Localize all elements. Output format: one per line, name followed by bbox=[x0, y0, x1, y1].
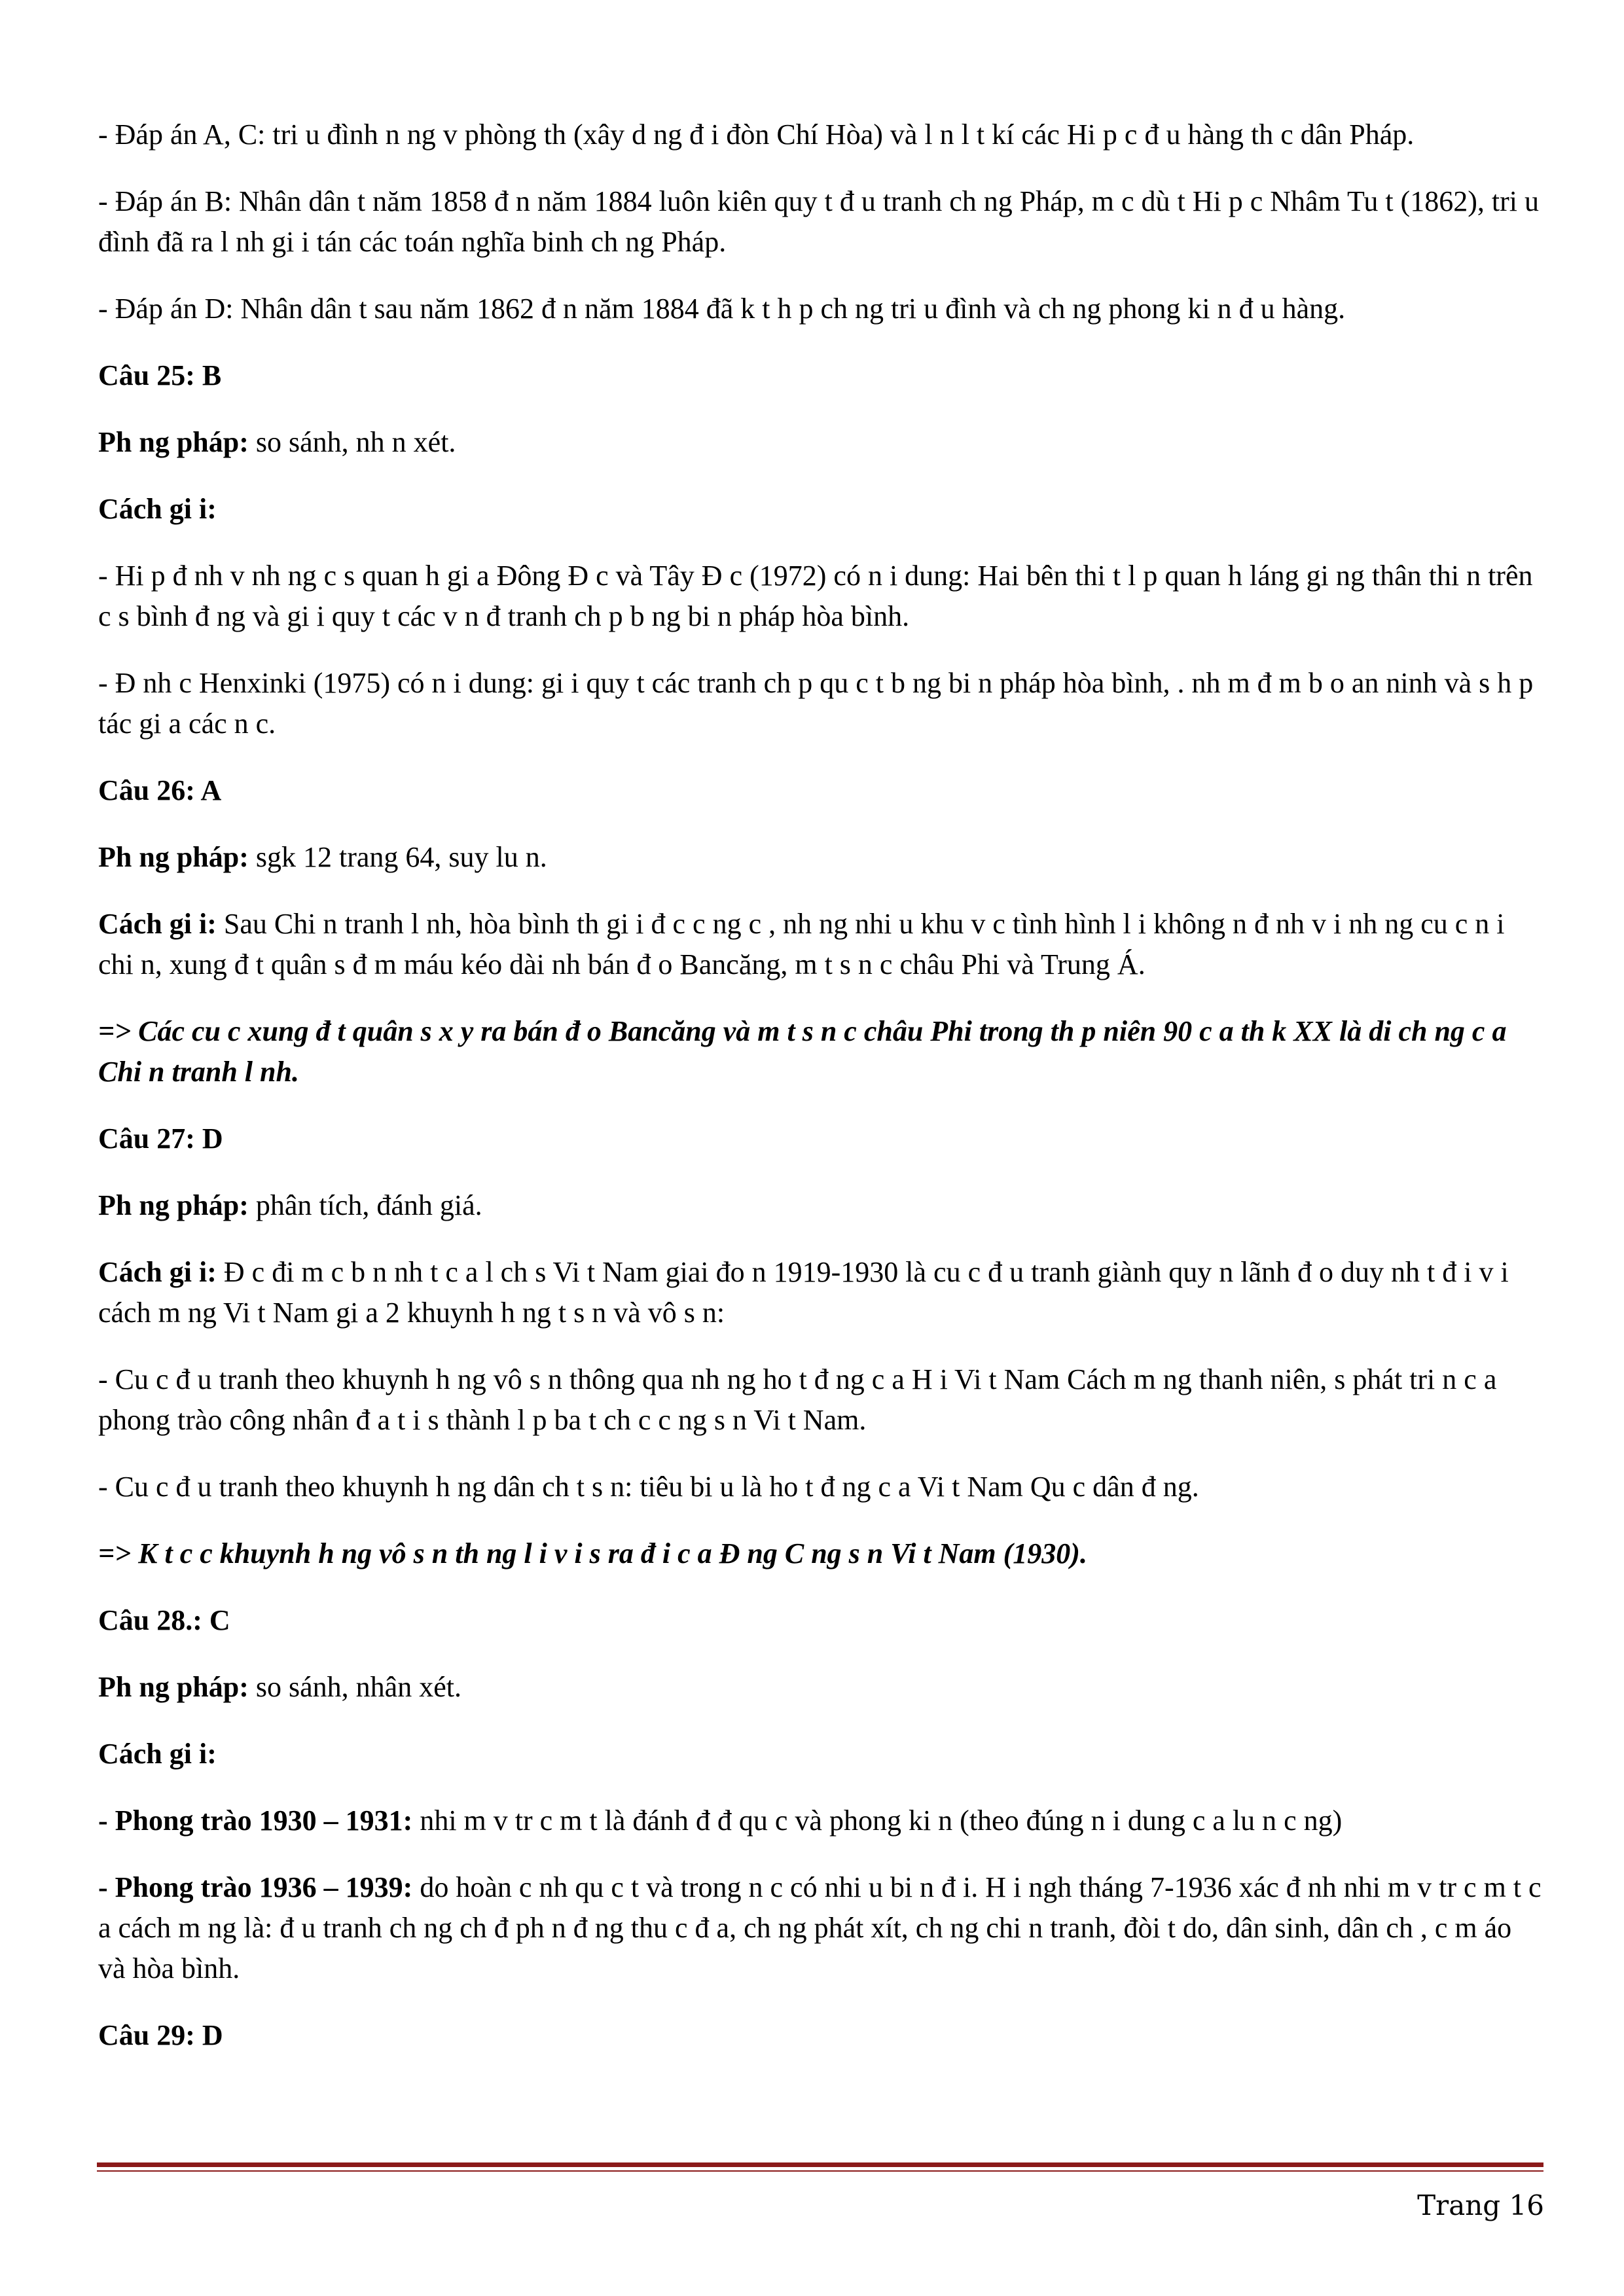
conclusion-paragraph bbox=[98, 1534, 1545, 1574]
heading-text: Câu 27: D bbox=[98, 1122, 223, 1155]
paragraph-text: - Cu c đ u tranh theo khuynh h ng vô s n thông qua nh ng ho t đ ng c a H i Vi t Nam Cách m ng thanh niên, s phát tri n c a phong trào công nhân đ a t i s thành l p ba t ch c c ng s n Vi t Nam. bbox=[98, 1363, 1497, 1436]
paragraph-label: - Phong trào 1936 – 1939: bbox=[98, 1871, 413, 1903]
page-number: Trang 16 bbox=[1417, 2189, 1544, 2221]
footer-rule bbox=[97, 2162, 1543, 2167]
labeled-paragraph bbox=[98, 1867, 1545, 1989]
paragraph-label: - Phong trào 1930 – 1931: bbox=[98, 1804, 413, 1837]
paragraph-text: - Đáp án B: Nhân dân t năm 1858 đ n năm 1884 luôn kiên quy t đ u tranh ch ng Pháp, m c dù t Hi p c Nhâm Tu t (1862), tri u đình đã ra l nh gi i tán các toán nghĩa binh ch ng Pháp. bbox=[98, 185, 1539, 258]
section-heading bbox=[98, 1734, 1545, 1774]
paragraph-label: Ph ng pháp: bbox=[98, 1189, 249, 1221]
body-paragraph bbox=[98, 663, 1545, 744]
labeled-paragraph bbox=[98, 422, 1545, 463]
body-paragraph bbox=[98, 1359, 1545, 1441]
paragraph-text: sgk 12 trang 64, suy lu n. bbox=[248, 841, 547, 873]
section-heading bbox=[98, 770, 1545, 811]
section-heading bbox=[98, 489, 1545, 529]
section-heading bbox=[98, 355, 1545, 396]
labeled-paragraph bbox=[98, 1252, 1545, 1333]
paragraph-text: Sau Chi n tranh l nh, hòa bình th gi i đ c c ng c , nh ng nhi u khu v c tình hình l i không n đ nh v i nh ng cu c n i chi n, xung đ t quân s đ m máu kéo dài nh bán đ o Bancăng, m t s n c châu Phi và Trung Á. bbox=[98, 908, 1505, 980]
body-paragraph bbox=[98, 115, 1545, 155]
labeled-paragraph bbox=[98, 1801, 1545, 1841]
body-paragraph bbox=[98, 556, 1545, 637]
paragraph-text: so sánh, nhân xét. bbox=[248, 1671, 461, 1703]
footer-rule-thin bbox=[97, 2170, 1543, 2172]
paragraph-text: Đ c đi m c b n nh t c a l ch s Vi t Nam giai đo n 1919-1930 là cu c đ u tranh giành quy n lãnh đ o duy nh t đ i v i cách m ng Vi t Nam gi a 2 khuynh h ng t s n và vô s n: bbox=[98, 1256, 1509, 1329]
heading-text: Câu 29: D bbox=[98, 2019, 223, 2051]
section-heading bbox=[98, 1119, 1545, 1159]
heading-text: Câu 26: A bbox=[98, 774, 222, 806]
paragraph-text: do hoàn c nh qu c t và trong n c có nhi u bi n đ i. H i ngh tháng 7-1936 xác đ nh nhi m v tr c m t c a cách m ng là: đ u tranh ch ng ch đ ph n đ ng thu c đ a, ch ng phát xít, ch ng chi n tranh, đòi t do, dân sinh, dân ch , c m áo và hòa bình. bbox=[98, 1871, 1542, 1984]
paragraph-text: - Cu c đ u tranh theo khuynh h ng dân ch t s n: tiêu bi u là ho t đ ng c a Vi t Nam Qu c dân đ ng. bbox=[98, 1471, 1199, 1503]
paragraph-text: nhi m v tr c m t là đánh đ đ qu c và phong ki n (theo đúng n i dung c a lu n c ng) bbox=[412, 1804, 1343, 1837]
paragraph-text: - Đ nh c Henxinki (1975) có n i dung: gi i quy t các tranh ch p qu c t b ng bi n pháp hòa bình, . nh m đ m b o an ninh và s h p tác gi a các n c. bbox=[98, 667, 1534, 740]
conclusion-paragraph bbox=[98, 1011, 1545, 1092]
heading-text: Cách gi i: bbox=[98, 1738, 217, 1770]
labeled-paragraph bbox=[98, 904, 1545, 985]
body-paragraph bbox=[98, 289, 1545, 329]
paragraph-text: so sánh, nh n xét. bbox=[248, 426, 456, 458]
paragraph-label: Cách gi i: bbox=[98, 908, 217, 940]
paragraph-text: - Đáp án D: Nhân dân t sau năm 1862 đ n năm 1884 đã k t h p ch ng tri u đình và ch ng phong ki n đ u hàng. bbox=[98, 293, 1346, 325]
heading-text: Cách gi i: bbox=[98, 493, 217, 525]
paragraph-label: Ph ng pháp: bbox=[98, 1671, 249, 1703]
paragraph-text: phân tích, đánh giá. bbox=[248, 1189, 482, 1221]
conclusion-text: => Các cu c xung đ t quân s x y ra bán đ o Bancăng và m t s n c châu Phi trong th p niên 90 c a th k XX là di ch ng c a Chi n tranh l nh. bbox=[98, 1015, 1507, 1088]
paragraph-label: Ph ng pháp: bbox=[98, 426, 249, 458]
conclusion-text: => K t c c khuynh h ng vô s n th ng l i v i s ra đ i c a Đ ng C ng s n Vi t Nam (1930). bbox=[98, 1537, 1087, 1570]
labeled-paragraph bbox=[98, 1667, 1545, 1708]
paragraph-label: Cách gi i: bbox=[98, 1256, 217, 1288]
paragraph-label: Ph ng pháp: bbox=[98, 841, 249, 873]
paragraph-text: - Đáp án A, C: tri u đình n ng v phòng th (xây d ng đ i đòn Chí Hòa) và l n l t kí các Hi p c đ u hàng th c dân Pháp. bbox=[98, 118, 1415, 151]
document-body bbox=[98, 115, 1545, 2082]
body-paragraph bbox=[98, 181, 1545, 262]
labeled-paragraph bbox=[98, 1185, 1545, 1226]
heading-text: Câu 25: B bbox=[98, 359, 222, 391]
section-heading bbox=[98, 1600, 1545, 1641]
heading-text: Câu 28.: C bbox=[98, 1604, 230, 1636]
paragraph-text: - Hi p đ nh v nh ng c s quan h gi a Đông Đ c và Tây Đ c (1972) có n i dung: Hai bên thi t l p quan h láng gi ng thân thi n trên c s bình đ ng và gi i quy t các v n đ tranh ch p b ng bi n pháp hòa bình. bbox=[98, 560, 1533, 632]
labeled-paragraph bbox=[98, 837, 1545, 878]
body-paragraph bbox=[98, 1467, 1545, 1507]
section-heading bbox=[98, 2015, 1545, 2056]
